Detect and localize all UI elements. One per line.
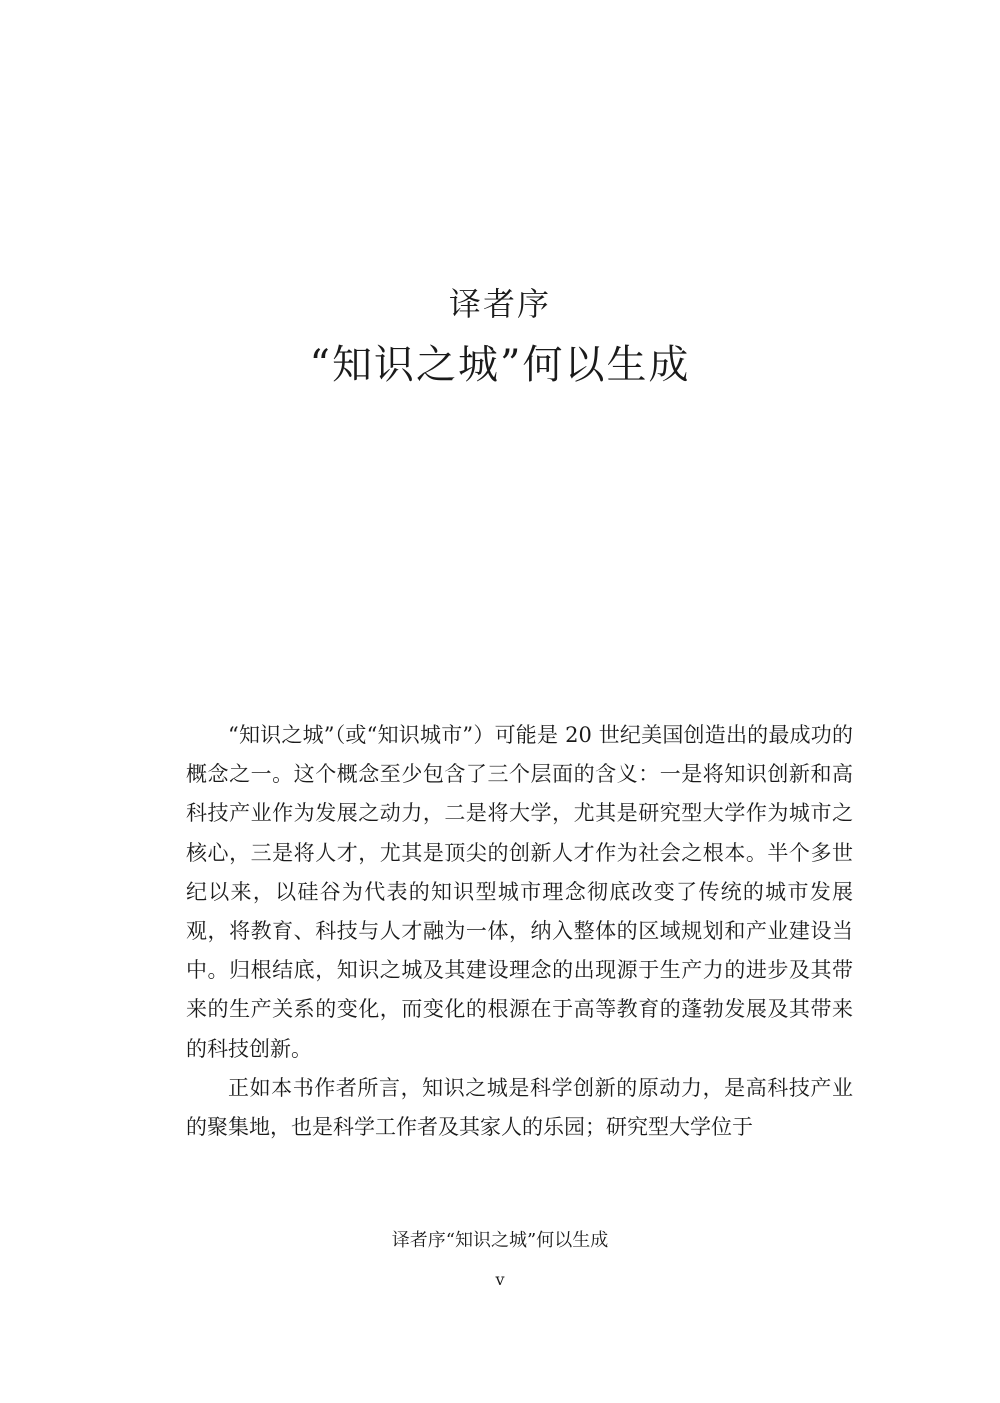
body-text bbox=[186, 716, 853, 1147]
page-number: v bbox=[495, 1270, 505, 1289]
paragraph: 正如本书作者所言，知识之城是科学创新的原动力，是高科技产业的聚集地，也是科学工作者及其家人的乐园；研究型大学位于 bbox=[186, 1075, 853, 1140]
section-label: 译者序 bbox=[448, 285, 551, 323]
paragraph: “知识之城”（或“知识城市”）可能是 20 世纪美国创造出的最成功的概念之一。这个概念至少包含了三个层面的含义：一是将知识创新和高科技产业作为发展之动力，二是将大学，尤其是研究型大学作为城市之核心，三是将人才，尤其是顶尖的创新人才作为社会之根本。半个多世纪以来，以硅谷为代表的知识型城市理念彻底改变了传统的城市发展观，将教育、科技与人才融为一体，纳入整体的区域规划和产业建设当中。归根结底，知识之城及其建设理念的出现源于生产力的进步及其带来的生产关系的变化，而变化的根源在于高等教育的蓬勃发展及其带来的科技创新。 bbox=[186, 723, 853, 1061]
page-title: “知识之城”何以生成 bbox=[309, 342, 691, 388]
running-footer-title: 译者序“知识之城”何以生成 bbox=[391, 1230, 609, 1251]
